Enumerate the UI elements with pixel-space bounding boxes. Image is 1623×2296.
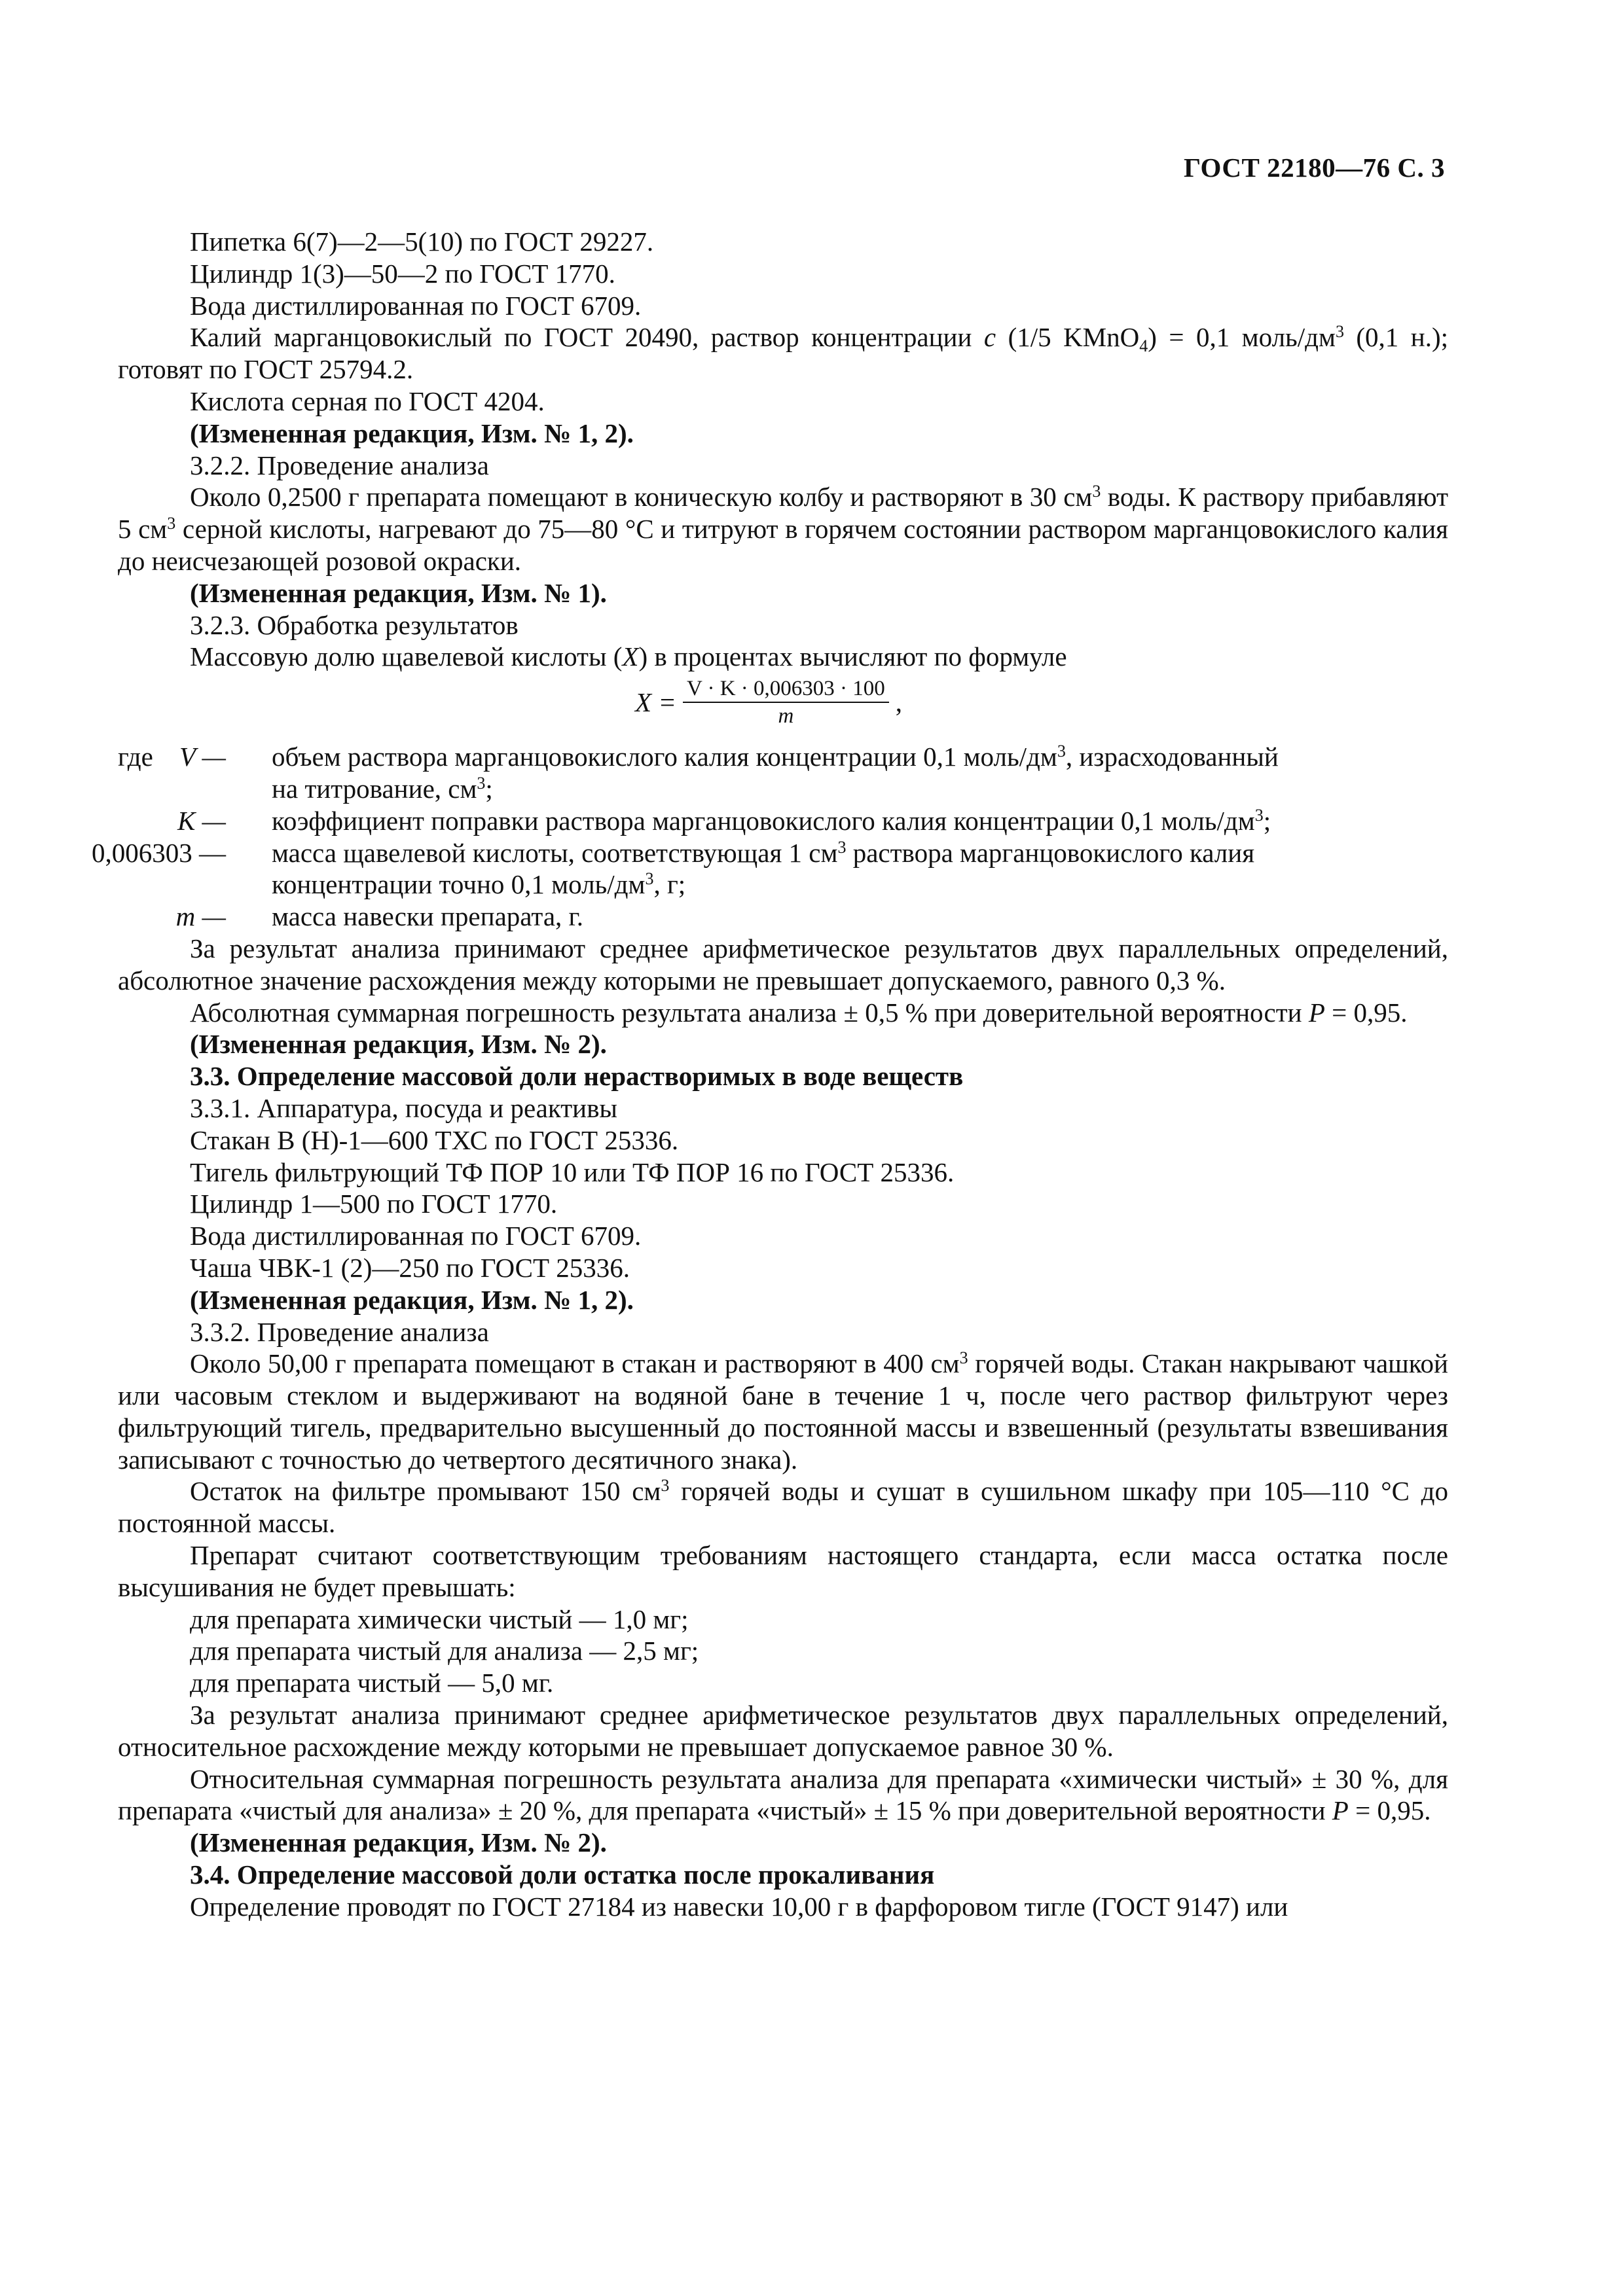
- paragraph: Калий марганцовокислый по ГОСТ 20490, раствор концентрации c (1/5 KMnO$_4$) = 0,1 моль/$дм^3$ (0,1 н.); готовят по ГОСТ 25794.2.: [118, 322, 1449, 385]
- section-heading: 3.2.3. Обработка результатов: [190, 609, 519, 640]
- formula-fraction: [683, 675, 889, 729]
- formula-denominator: m: [778, 704, 794, 728]
- revision-note: (Измененная редакция, Изм. № 1, 2).: [190, 418, 634, 448]
- paragraph: За результат анализа принимают среднее арифметическое результатов двух параллельных определений, абсолютное значение расхождения между которыми не превышает допускаемого, равного 0,3 %.: [118, 933, 1448, 996]
- formula-lhs: X =: [635, 687, 676, 717]
- definition-v: [118, 741, 1448, 805]
- list-item: Цилиндр 1—500 по ГОСТ 1770.: [190, 1189, 558, 1219]
- definition-k: [118, 805, 1448, 837]
- paragraph: Определение проводят по ГОСТ 27184 из навески 10,00 г в фарфоровом тигле (ГОСТ 9147) или: [190, 1891, 1288, 1922]
- paragraph: Около 0,2500 г препарата помещают в коническую колбу и растворяют в 30 $см^3$ воды. К раствору прибавляют 5 $см^3$ серной кислоты, нагревают до 75—80 °С и титруют в горячем состоянии раствором марганцовокислого калия до неисчезающей розовой окраски.: [118, 482, 1448, 576]
- page-header: ГОСТ 22180—76 С. 3: [1183, 152, 1445, 183]
- formula-numerator: V · K · 0,006303 · 100: [683, 675, 889, 703]
- definition-text: коэффициент поправки раствора марганцовокислого калия концентрации 0,1 моль/$дм^3$;: [272, 805, 1271, 836]
- definition-symbol: m —: [175, 901, 226, 932]
- list-item: Вода дистиллированная по ГОСТ 6709.: [190, 1221, 642, 1251]
- section-heading: 3.3.1. Аппаратура, посуда и реактивы: [190, 1092, 617, 1123]
- definition-text: масса навески препарата, г.: [272, 901, 583, 932]
- document-body: [92, 226, 1449, 1923]
- revision-note: (Измененная редакция, Изм. № 2).: [190, 1029, 607, 1060]
- list-item: для препарата чистый для анализа — 2,5 мг;: [190, 1636, 699, 1666]
- paragraph: Препарат считают соответствующим требованиям настоящего стандарта, если масса остатка после высушивания не будет превышать:: [118, 1540, 1448, 1602]
- list-item: Стакан В (Н)-1—600 ТХС по ГОСТ 25336.: [190, 1124, 679, 1155]
- paragraph: За результат анализа принимают среднее арифметическое результатов двух параллельных определений, относительное расхождение между которыми не превышает допускаемое равное 30 %.: [118, 1700, 1448, 1762]
- revision-note: (Измененная редакция, Изм. № 1, 2).: [190, 1284, 634, 1315]
- formula: [118, 673, 1448, 741]
- list-item: Вода дистиллированная по ГОСТ 6709.: [190, 290, 642, 321]
- paragraph: Около 50,00 г препарата помещают в стакан и растворяют в 400 $см^3$ горячей воды. Стакан накрывают чашкой или часовым стеклом и выдерживают на водяной бане в течение 1 ч, после чего раствор фильтруют через фильтрующий тигель, предварительно высушенный до постоянной массы и взвешенный (результаты взвешивания записывают с точностью до четвертого десятичного знака).: [118, 1348, 1449, 1475]
- list-item: для препарата химически чистый — 1,0 мг;: [190, 1604, 689, 1634]
- list-item: Цилиндр 1(3)—50—2 по ГОСТ 1770.: [190, 258, 615, 289]
- definition-symbol: K —: [177, 805, 226, 836]
- revision-note: (Измененная редакция, Изм. № 2).: [190, 1827, 607, 1858]
- definition-symbol: V —: [179, 742, 226, 772]
- where-label: где: [118, 742, 153, 772]
- definition-text-cont: на титрование, $см^3$;: [272, 773, 493, 804]
- paragraph: Относительная суммарная погрешность результата анализа для препарата «химически чистый» ± 30 %, для препарата «чистый для анализа» ± 20 %, для препарата «чистый» ± 15 % при доверительной вероятности P = 0,95.: [118, 1763, 1448, 1826]
- paragraph: Массовую долю щавелевой кислоты (X) в процентах вычисляют по формуле: [190, 641, 1067, 672]
- list-item: Чаша ЧВК-1 (2)—250 по ГОСТ 25336.: [190, 1252, 630, 1283]
- list-item: для препарата чистый — 5,0 мг.: [190, 1668, 554, 1698]
- revision-note: (Измененная редакция, Изм. № 1).: [190, 577, 607, 608]
- definition-symbol: 0,006303 —: [92, 837, 226, 868]
- section-heading: 3.3. Определение массовой доли нерастворимых в воде веществ: [190, 1061, 964, 1092]
- paragraph: Остаток на фильтре промывают 150 $см^3$ горячей воды и сушат в сушильном шкафу при 105—110 °С до постоянной массы.: [118, 1476, 1448, 1539]
- section-heading: 3.2.2. Проведение анализа: [190, 450, 489, 480]
- definition-text: масса щавелевой кислоты, соответствующая 1 $см^3$ раствора марганцовокислого калия: [272, 837, 1255, 868]
- list-item: Пипетка 6(7)—2—5(10) по ГОСТ 29227.: [190, 226, 654, 257]
- definition-constant: [92, 837, 1448, 901]
- definition-text-cont: концентрации точно 0,1 моль/$дм^3$, г;: [272, 869, 686, 900]
- list-item: Тигель фильтрующий ТФ ПОР 10 или ТФ ПОР 16 по ГОСТ 25336.: [190, 1157, 955, 1187]
- list-item: Кислота серная по ГОСТ 4204.: [190, 386, 545, 416]
- section-heading: 3.4. Определение массовой доли остатка после прокаливания: [190, 1859, 935, 1890]
- section-heading: 3.3.2. Проведение анализа: [190, 1316, 489, 1347]
- definition-text: объем раствора марганцовокислого калия концентрации 0,1 моль/$дм^3$, израсходованный: [272, 742, 1279, 772]
- definition-m: [118, 901, 1448, 933]
- paragraph: Абсолютная суммарная погрешность результата анализа ± 0,5 % при доверительной вероятности P = 0,95.: [190, 997, 1408, 1028]
- formula-tail: ,: [895, 687, 903, 717]
